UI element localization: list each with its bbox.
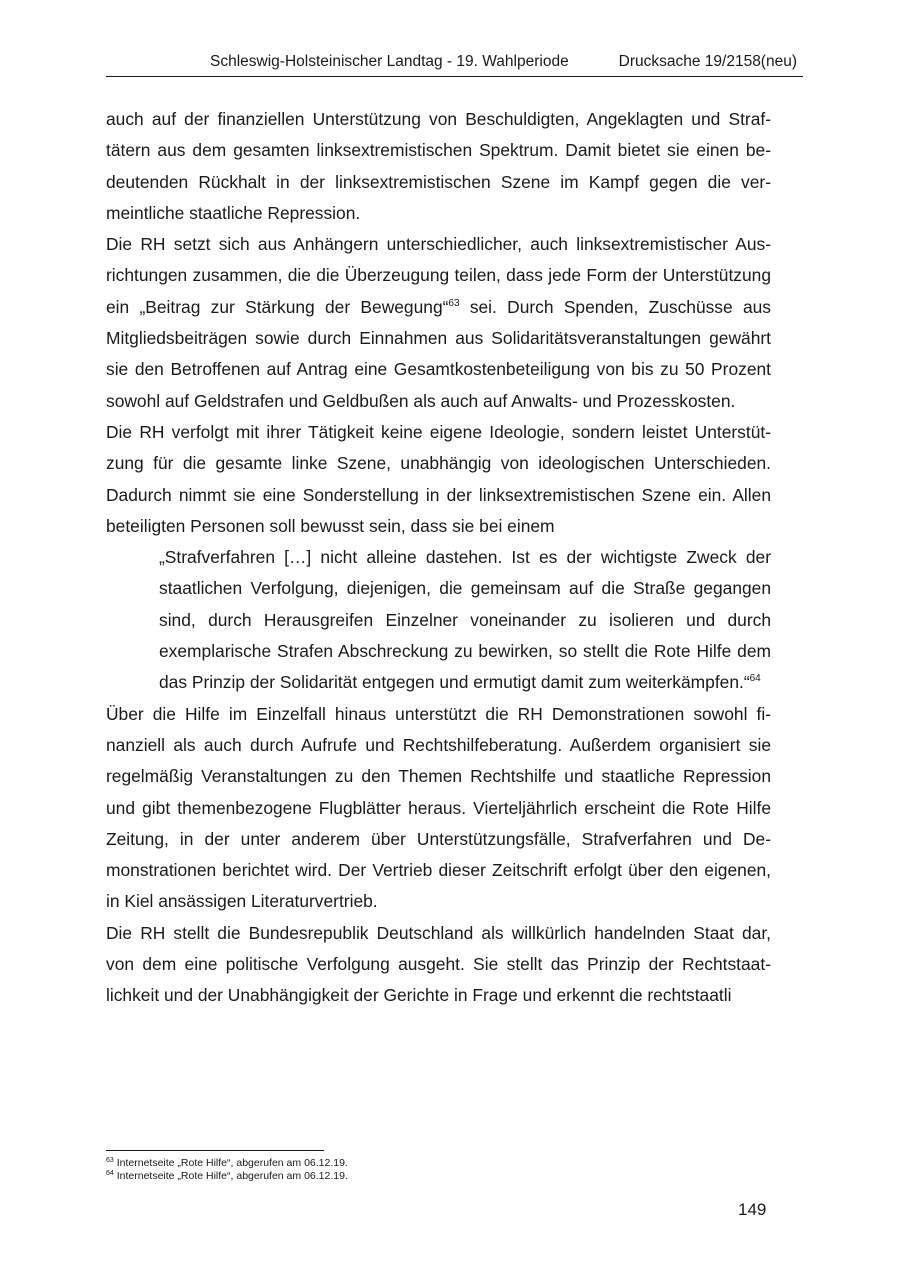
footnote-63 <box>106 1157 706 1170</box>
paragraph-1: auch auf der finanziellen Unterstützung von Beschuldigten, Angeklagten und Straftätern aus dem gesamten linksextremistischen Spektrum. Damit bietet sie einen bedeutenden Rückhalt in der linksextremistischen Szene im Kampf gegen die vermeintliche staatliche Repression. <box>106 109 771 223</box>
footnote-number: 64 <box>106 1170 114 1177</box>
page-header <box>106 50 803 77</box>
header-title: Schleswig-Holsteinischer Landtag - 19. Wahlperiode <box>210 53 569 70</box>
paragraph-5: Die RH stellt die Bundesrepublik Deutschland als willkürlich handelnden Staat dar, von dem eine politische Verfolgung ausgeht. Sie stellt das Prinzip der Rechtstaatlichkeit und der Unabhängigkeit der Gerichte in Frage und erkennt die rechtstaatli <box>106 922 771 1006</box>
footnote-ref-64[interactable]: 64 <box>749 673 761 685</box>
footnote-64 <box>106 1170 706 1183</box>
header-document-number: Drucksache 19/2158(neu) <box>618 53 797 70</box>
paragraph-2-text-a: Die RH setzt sich aus Anhängern unterschiedlicher, auch linksextremistischer Ausrichtungen zusammen, die die Überzeugung teilen, dass jede Form der Unterstützung ein „Beitrag zur Stärkung der Bewegung“ <box>106 234 771 317</box>
page-number: 149 <box>738 1200 767 1219</box>
paragraph-2 <box>106 229 771 417</box>
paragraph-4: Über die Hilfe im Einzelfall hinaus unterstützt die RH Demonstrationen sowohl finanziell als auch durch Aufrufe und Rechtshilfeberatung. Außerdem organisiert sie regelmäßig Veranstaltungen zu den Themen Rechtshilfe und staatliche Repression und gibt themenbezogene Flugblätter heraus. Vierteljährlich erscheint die Rote Hilfe Zeitung, in der unter anderem über Unterstützungsfälle, Strafverfahren und Demonstrationen berichtet wird. Der Vertrieb dieser Zeitschrift erfolgt über den eigenen, in Kiel ansässigen Literaturvertrieb. <box>106 703 771 912</box>
paragraph-3: Die RH verfolgt mit ihrer Tätigkeit keine eigene Ideologie, sondern leistet Unterstützung für die gesamte linke Szene, unabhängig von ideologischen Unterschieden. Dadurch nimmt sie eine Sonderstellung in der linksextremistischen Szene ein. Allen beteiligten Personen soll bewusst sein, dass sie bei einem <box>106 421 771 536</box>
footnote-number: 63 <box>106 1157 114 1164</box>
footnote-ref-63[interactable]: 63 <box>448 297 460 309</box>
paragraph-2-text-b: sei. Durch Spenden, Zuschüsse aus Mitgliedsbeiträgen sowie durch Einnahmen aus Solidaritätsveranstaltungen gewährt sie den Betroffenen auf Antrag eine Gesamtkostenbeteiligung von bis zu 50 Prozent sowohl auf Geldstrafen und Geldbußen als auch auf Anwalts- und Prozesskosten. <box>106 296 771 411</box>
body-text <box>106 104 771 1012</box>
footnote-separator <box>106 1150 324 1151</box>
footnotes <box>106 1157 706 1183</box>
block-quote <box>159 542 771 698</box>
block-quote-text: „Strafverfahren […] nicht alleine dastehen. Ist es der wichtigste Zweck der staatlichen Verfolgung, diejenigen, die gemeinsam auf die Straße gegangen sind, durch Herausgreifen Einzelner voneinander zu isolieren und durch exemplarische Strafen Abschreckung zu bewirken, so stellt die Rote Hilfe dem das Prinzip der Solidarität entgegen und ermutigt damit zum weiterkämpfen.“ <box>159 547 771 693</box>
footnote-text: Internetseite „Rote Hilfe“, abgerufen am 06.12.19. <box>116 1170 348 1182</box>
footnote-text: Internetseite „Rote Hilfe“, abgerufen am 06.12.19. <box>116 1157 348 1169</box>
